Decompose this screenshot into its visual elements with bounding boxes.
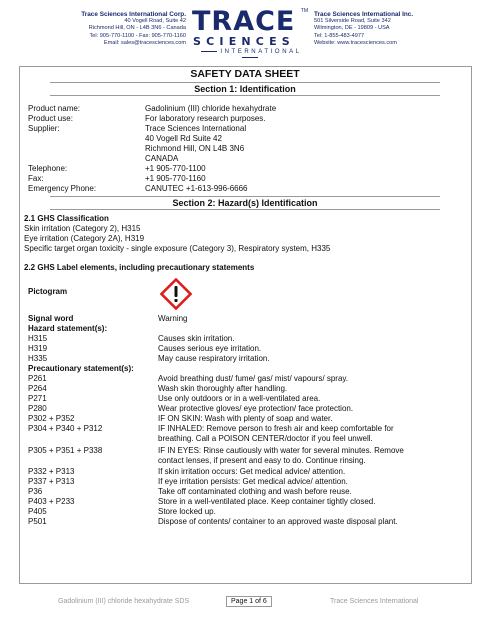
header-right-line: Tel: 1-855-483-4977	[314, 32, 365, 39]
logo-word-sciences: SCIENCES	[193, 35, 295, 48]
section1-title: Section 1: Identification	[194, 84, 296, 94]
header-right-line: 501 Silverside Road, Suite 342	[314, 18, 391, 25]
document-title: SAFETY DATA SHEET	[190, 68, 300, 80]
header-left-line: Email: sales@tracesciences.com	[103, 39, 186, 46]
precaution-text: If skin irritation occurs: Get medical advice/ attention.	[158, 467, 346, 476]
hazard-text: Causes skin irritation.	[158, 334, 235, 343]
supplier-address-line: CANADA	[145, 154, 179, 163]
section-divider	[50, 82, 440, 83]
header-right-line: Wilmington, DE - 19809 - USA	[314, 25, 390, 32]
fax-label: Fax:	[28, 174, 44, 183]
precaution-code: P405	[28, 507, 47, 516]
precaution-text: Store in a well-ventilated place. Keep container tightly closed.	[158, 497, 376, 506]
exclamation-mark-diamond-icon	[160, 278, 192, 310]
signal-word-value: Warning	[158, 314, 188, 323]
company-logo	[190, 6, 310, 58]
hazard-text: May cause respiratory irritation.	[158, 354, 270, 363]
product-use-label: Product use:	[28, 114, 73, 123]
precaution-code: P36	[28, 487, 43, 496]
fax-value: +1 905-770-1160	[145, 174, 206, 183]
precaution-code: P501	[28, 517, 47, 526]
precaution-code: P337 + P313	[28, 477, 75, 486]
header-left-line: Tel: 905-770-1100 - Fax: 905-770-1160	[89, 32, 186, 39]
header-left-company: Trace Sciences International Corp.	[81, 11, 186, 18]
section-divider	[50, 196, 440, 197]
precaution-text: Store locked up.	[158, 507, 216, 516]
precaution-code: P280	[28, 404, 47, 413]
section-divider	[50, 95, 440, 96]
precaution-text: Wear protective gloves/ eye protection/ face protection.	[158, 404, 354, 413]
supplier-address-line: Richmond Hill, ON L4B 3N6	[145, 144, 245, 153]
signal-word-label: Signal word	[28, 314, 74, 323]
precaution-text: Dispose of contents/ container to an approved waste disposal plant.	[158, 517, 398, 526]
precaution-text: IF IN EYES: Rinse cautiously with water for several minutes. Remove	[158, 446, 404, 455]
hazard-code: H315	[28, 334, 48, 343]
product-name-value: Gadolinium (III) chloride hexahydrate	[145, 104, 277, 113]
header-right-line: Website: www.tracesciences.com	[314, 39, 397, 46]
precaution-code: P302 + P352	[28, 414, 75, 423]
footer-page-number: Page 1 of 6	[226, 596, 272, 607]
ghs-classification-heading: 2.1 GHS Classification	[24, 214, 109, 223]
product-name-label: Product name:	[28, 104, 81, 113]
precaution-text: If eye irritation persists: Get medical advice/ attention.	[158, 477, 348, 486]
label-elements-heading: 2.2 GHS Label elements, including precautionary statements	[24, 263, 255, 272]
precaution-code: P264	[28, 384, 47, 393]
precaution-code: P332 + P313	[28, 467, 75, 476]
precaution-text: Wash skin thoroughly after handling.	[158, 384, 288, 393]
logo-word-trace: TRACE	[192, 6, 296, 37]
ghs-classification-line: Skin irritation (Category 2), H315	[24, 224, 141, 233]
footer-document-name: Gadolinium (III) chloride hexahydrate SDS	[58, 598, 190, 605]
precaution-text: IF ON SKIN: Wash with plenty of soap and water.	[158, 414, 333, 423]
supplier-address-line: 40 Vogell Rd Suite 42	[145, 134, 222, 143]
emergency-phone-label: Emergency Phone:	[28, 184, 97, 193]
logo-trademark: TM	[300, 8, 308, 14]
logo-word-international	[190, 49, 310, 61]
header-right-contact	[314, 11, 454, 47]
hazard-statements-heading: Hazard statement(s):	[28, 324, 108, 333]
precaution-text: contact lenses, if present and easy to do. Continue rinsing.	[158, 456, 366, 465]
logo-international-text: INTERNATIONAL	[220, 49, 302, 55]
hazard-code: H335	[28, 354, 48, 363]
header-left-line: Richmond Hill, ON - L4B 3N6 - Canada	[88, 25, 186, 32]
precaution-text: Take off contaminated clothing and wash before reuse.	[158, 487, 352, 496]
telephone-value: +1 905-770-1100	[145, 164, 206, 173]
footer-company: Trace Sciences International	[330, 598, 419, 605]
header-left-line: 40 Vogell Road, Suite 42	[124, 18, 186, 25]
product-use-value: For laboratory research purposes.	[145, 114, 266, 123]
header-left-contact	[60, 11, 186, 47]
precaution-code: P271	[28, 394, 47, 403]
precaution-code: P403 + P233	[28, 497, 75, 506]
precaution-code: P304 + P340 + P312	[28, 424, 103, 433]
precautionary-statements-heading: Precautionary statement(s):	[28, 364, 134, 373]
precaution-text: Avoid breathing dust/ fume/ gas/ mist/ vapours/ spray.	[158, 374, 349, 383]
precaution-text: breathing. Call a POISON CENTER/doctor if you feel unwell.	[158, 434, 373, 443]
telephone-label: Telephone:	[28, 164, 68, 173]
supplier-value: Trace Sciences International	[145, 124, 247, 133]
precaution-text: Use only outdoors or in a well-ventilated area.	[158, 394, 321, 403]
emergency-phone-value: CANUTEC +1-613-996-6666	[145, 184, 248, 193]
supplier-label: Supplier:	[28, 124, 60, 133]
precaution-code: P305 + P351 + P338	[28, 446, 103, 455]
ghs-classification-line: Eye irritation (Category 2A), H319	[24, 234, 145, 243]
precaution-text: IF INHALED: Remove person to fresh air and keep comfortable for	[158, 424, 394, 433]
pictogram-label: Pictogram	[28, 287, 68, 296]
hazard-code: H319	[28, 344, 48, 353]
hazard-text: Causes serious eye irritation.	[158, 344, 262, 353]
precaution-code: P261	[28, 374, 47, 383]
section2-title: Section 2: Hazard(s) Identification	[172, 198, 318, 208]
section-divider	[50, 209, 440, 210]
header-right-company: Trace Sciences International Inc.	[314, 11, 414, 18]
ghs-classification-line: Specific target organ toxicity - single exposure (Category 3), Respiratory system, H335	[24, 244, 331, 253]
